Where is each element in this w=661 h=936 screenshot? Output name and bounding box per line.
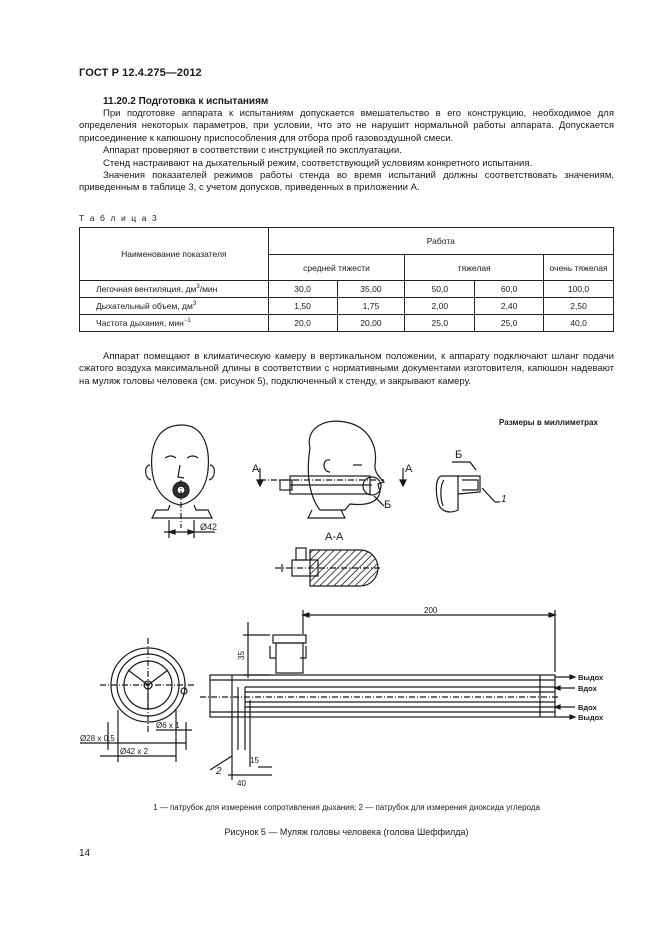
table-cell: 20,00 [337,315,405,332]
group-header: тяжелая [405,255,544,281]
label-a-right: А [405,463,413,475]
label-b-detail: Б [455,449,463,461]
flow-label: Выдох [578,673,604,682]
dim-d42-head: Ø42 [200,522,218,532]
dim-200: 200 [424,606,438,615]
table-cell: 2,50 [544,298,614,315]
table-cell: 35,00 [337,281,405,298]
table-cell: 30,0 [268,281,337,298]
document-header: ГОСТ Р 12.4.275—2012 [79,67,202,79]
group-header: средней тяжести [268,255,405,281]
chamber-text [79,351,614,388]
dims-note: Размеры в миллиметрах [499,418,598,427]
table-cell: 2,40 [475,298,544,315]
callout-2: 2 [216,766,222,777]
table-cell: 20,0 [268,315,337,332]
table-cell: 60,0 [475,281,544,298]
dim-d28: Ø28 x 0,5 [80,734,115,743]
table-row [80,315,614,332]
table-cell: 100,0 [544,281,614,298]
table-caption: Т а б л и ц а 3 [79,213,159,223]
label-b-side: Б [384,499,392,511]
table-cell: 1,50 [268,298,337,315]
table-cell: 25,0 [475,315,544,332]
dim-35: 35 [237,651,246,660]
paragraph: При подготовке аппарата к испытаниям допускается вмешательство в его конструкцию, необходимое для определения некоторых параметров, при условии, что это не нарушит нормальной работы аппарата. Допускается присоединение к капюшону приспособления для отбора проб газовоздушной смеси. [79,108,614,144]
head-side-view [260,421,384,518]
section-title: 11.20.2 Подготовка к испытаниям [103,96,269,107]
table-cell: 40,0 [544,315,614,332]
col-param-header: Наименование показателя [80,228,269,281]
callout-1: 1 [501,494,507,505]
intro-text [79,108,614,195]
head-front-view [146,425,215,528]
table-cell: 25,0 [405,315,475,332]
group-header: очень тяжелая [544,255,614,281]
dim-d6: Ø6 x 1 [156,721,180,730]
paragraph: Аппарат помещают в климатическую камеру в вертикальном положении, к аппарату подключают шланг подачи сжатого воздуха максимальной длины в соответствии с нормативными документами изготовителя, капюшон надевают на муляж головы человека (см. рисунок 5), подключенный к стенду, и закрывают камеру. [79,351,614,387]
modes-table [79,227,614,332]
table-cell: 2,00 [405,298,475,315]
section-aa [275,548,380,586]
figure-legend: 1 — патрубок для измерения сопротивления дыхания; 2 — патрубок для измерения диоксида углерода [153,803,540,812]
paragraph: Аппарат проверяют в соответствии с инструкцией по эксплуатации. [103,145,402,157]
dim-d42x2: Ø42 x 2 [120,747,149,756]
sheffield-head-figure [0,410,661,800]
table-row [80,298,614,315]
paragraph: Значения показателей режимов работы стенда во время испытаний должны соответствовать значениям, приведенным в таблице 3, с учетом допусков, приведенных в приложении А. [79,170,614,194]
detail-b [436,462,500,512]
flow-label: Вдох [578,684,597,693]
page-number: 14 [79,848,91,859]
row-label: Легочная вентиляция, $дм^3$/мин [80,281,269,298]
flow-label: Выдох [578,713,604,722]
dim-40: 40 [237,779,246,788]
table-cell: 1,75 [337,298,405,315]
figure-caption: Рисунок 5 — Муляж головы человека (голова Шеффилда) [224,827,469,837]
dim-15: 15 [250,756,259,765]
table-cell: 50,0 [405,281,475,298]
row-label: Частота дыхания, мин$^{-1}$ [80,315,269,332]
col-work-header: Работа [268,228,613,255]
section-aa-label: А-А [325,531,344,543]
label-a-left: А [252,463,260,475]
flow-label: Вдох [578,703,597,712]
row-label: Дыхательный объем, $дм^3$ [80,298,269,315]
tube-side-view [200,610,575,780]
paragraph: Стенд настраивают на дыхательный режим, соответствующий условиям конкретного испытания. [103,157,533,169]
table-row [80,281,614,298]
